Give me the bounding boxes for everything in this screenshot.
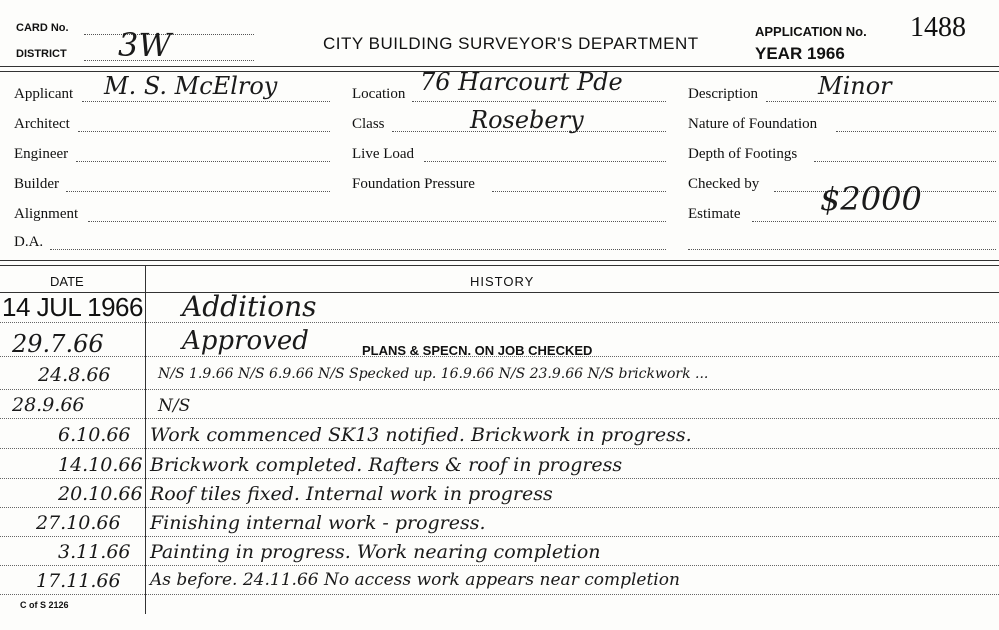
nature-of-foundation-line: [836, 131, 996, 132]
history-entry: Work commenced SK13 notified. Brickwork in progress.: [150, 424, 692, 446]
column-divider: [145, 266, 146, 614]
history-divider-bottom: [0, 265, 999, 266]
history-date: 27.10.66: [36, 512, 121, 534]
history-date: 14.10.66: [58, 454, 143, 476]
depth-of-footings-line: [814, 161, 996, 162]
header-underline: [0, 292, 999, 293]
history-entry: As before. 24.11.66 No access work appears near completion: [150, 570, 680, 590]
estimate-value: $2000: [820, 180, 922, 218]
history-entry: N/S: [158, 396, 191, 416]
form-code: C of S 2126: [20, 600, 69, 610]
da-line: [50, 249, 666, 250]
applicant-line: [82, 101, 330, 102]
history-date: 3.11.66: [58, 541, 131, 563]
blank-line: [688, 249, 996, 250]
history-entry: Roof tiles fixed. Internal work in progress: [150, 483, 553, 505]
live-load-line: [424, 161, 666, 162]
row-rule: [0, 478, 999, 479]
row-rule: [0, 536, 999, 537]
engineer-line: [76, 161, 330, 162]
history-date-stamp: 14 JUL 1966: [2, 292, 143, 322]
district-label: DISTRICT: [16, 48, 67, 60]
applicant-value: M. S. McElroy: [104, 72, 278, 100]
history-date: 6.10.66: [58, 424, 131, 446]
history-entry: Additions: [182, 290, 317, 323]
engineer-label: Engineer: [14, 146, 69, 162]
foundation-pressure-label: Foundation Pressure: [352, 176, 475, 192]
location-line: [412, 101, 666, 102]
district-value: 3W: [118, 26, 172, 64]
row-rule: [0, 594, 999, 595]
history-date: 20.10.66: [58, 483, 143, 505]
foundation-pressure-line: [492, 191, 666, 192]
checked-by-label: Checked by: [688, 176, 760, 192]
location-value: 76 Harcourt Pde: [420, 68, 623, 96]
description-value: Minor: [818, 72, 892, 100]
card-no-label: CARD No.: [16, 22, 69, 34]
history-column-header: HISTORY: [470, 274, 535, 289]
row-rule: [0, 448, 999, 449]
description-line: [766, 101, 996, 102]
estimate-label: Estimate: [688, 206, 741, 222]
location-label: Location: [352, 86, 406, 102]
history-date: 29.7.66: [12, 330, 104, 358]
application-number: 1488: [910, 12, 966, 43]
da-label: D.A.: [14, 234, 44, 250]
alignment-label: Alignment: [14, 206, 79, 222]
builder-line: [66, 191, 330, 192]
row-rule: [0, 418, 999, 419]
application-label: APPLICATION No.: [755, 24, 867, 39]
history-date: 24.8.66: [38, 364, 111, 386]
location-value-suburb: Rosebery: [470, 106, 584, 134]
row-rule: [0, 322, 999, 323]
history-entry: N/S 1.9.66 N/S 6.9.66 N/S Specked up. 16.9.66 N/S 23.9.66 N/S brickwork ...: [158, 366, 709, 382]
estimate-line: [752, 221, 996, 222]
class-label: Class: [352, 116, 385, 132]
depth-of-footings-label: Depth of Footings: [688, 146, 798, 162]
architect-label: Architect: [14, 116, 70, 132]
history-date: 28.9.66: [12, 394, 85, 416]
department-title: CITY BUILDING SURVEYOR'S DEPARTMENT: [323, 34, 699, 53]
row-rule: [0, 507, 999, 508]
plans-checked-stamp: PLANS & SPECN. ON JOB CHECKED: [362, 343, 593, 358]
history-entry: Finishing internal work - progress.: [150, 512, 486, 534]
row-rule: [0, 565, 999, 566]
date-column-header: DATE: [50, 274, 84, 289]
history-entry: Approved: [182, 326, 309, 356]
history-date: 17.11.66: [36, 570, 121, 592]
history-divider-top: [0, 260, 999, 261]
history-entry: Brickwork completed. Rafters & roof in progress: [150, 454, 623, 476]
header-divider-top: [0, 66, 999, 67]
description-label: Description: [688, 86, 758, 102]
history-entry: Painting in progress. Work nearing completion: [150, 541, 601, 563]
builder-label: Builder: [14, 176, 59, 192]
nature-of-foundation-label: Nature of Foundation: [688, 116, 818, 132]
year-label: YEAR 1966: [755, 44, 845, 63]
architect-line: [78, 131, 330, 132]
row-rule: [0, 389, 999, 390]
alignment-line: [88, 221, 666, 222]
live-load-label: Live Load: [352, 146, 415, 162]
applicant-label: Applicant: [14, 86, 74, 102]
